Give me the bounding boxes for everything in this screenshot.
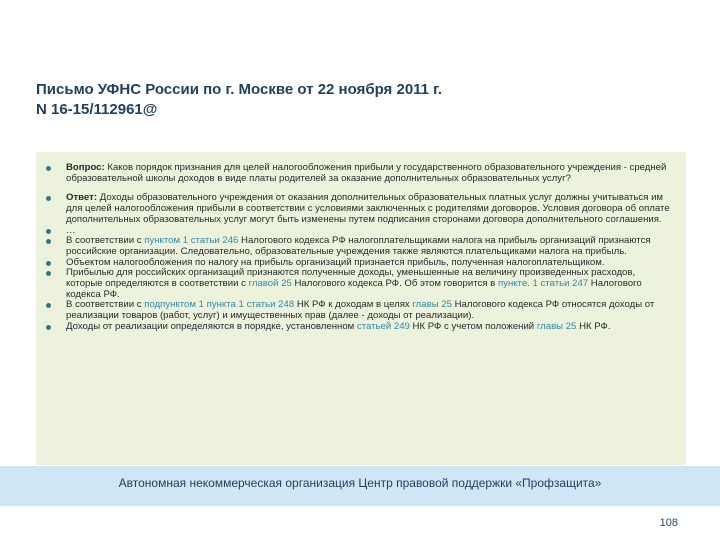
paragraph-text: НК РФ. bbox=[576, 320, 611, 332]
list-item-article-249 bbox=[44, 322, 672, 333]
paragraph-text: НК РФ с учетом положений bbox=[409, 320, 537, 332]
list-item-article-248 bbox=[44, 300, 672, 321]
link-chapter-25[interactable]: главой 25 bbox=[248, 278, 292, 290]
paragraph-text: НК РФ к доходам в целях bbox=[294, 299, 413, 311]
answer-label: Ответ: bbox=[66, 192, 98, 204]
bullet-icon bbox=[46, 303, 51, 308]
bullet-icon bbox=[46, 271, 51, 276]
slide-title-line1: Письмо УФНС России по г. Москве от 22 ноября 2011 г. bbox=[36, 81, 443, 98]
content-box bbox=[36, 152, 686, 465]
link-chapter-25[interactable]: главы 25 bbox=[536, 320, 577, 332]
bullet-icon bbox=[46, 196, 51, 201]
paragraph-text: Налогового кодекса РФ налогоплательщиками налога на прибыль организаций признаются российские организации. Следовательно, образовательные учреждения также являются плательщиками налога на прибыль. bbox=[66, 235, 651, 257]
paragraph-text: Доходы от реализации определяются в порядке, установленном bbox=[66, 320, 357, 332]
paragraph-text: Налогового кодекса РФ. bbox=[66, 278, 642, 300]
footer-bar bbox=[0, 466, 720, 506]
list-item-question bbox=[44, 163, 672, 184]
link-chapter-25[interactable]: главы 25 bbox=[412, 299, 452, 311]
paragraph-text: В соответствии с bbox=[66, 299, 145, 311]
list-item-profit-definition bbox=[44, 268, 672, 300]
paragraph-text: Налогового кодекса РФ относятся доходы от реализации товаров (работ, услуг) и имущественных прав (далее - доходы от реализации). bbox=[66, 299, 655, 322]
link-article-248[interactable]: подпунктом 1 пункта 1 статьи 248 bbox=[144, 299, 295, 311]
bullet-icon bbox=[46, 261, 51, 266]
answer-text: Доходы образовательного учреждения от оказания дополнительных образовательных платных услуг должны учитываться им для целей налогообложения прибыли в соответствии с условиями заключенных с родителями договоров. Условия договора об оплате дополнительных образовательных услуг могут быть изменены путем подписания сторонами договора дополнительного соглашения. bbox=[66, 192, 670, 225]
bullet-list bbox=[44, 163, 672, 333]
footer-organization: Автономная некоммерческая организация Центр правовой поддержки «Профзащита» bbox=[118, 476, 602, 490]
bullet-icon bbox=[46, 229, 51, 234]
bullet-icon bbox=[46, 325, 51, 330]
link-article-246[interactable]: пунктом 1 статьи 246 bbox=[144, 235, 239, 247]
paragraph-text: Налогового кодекса РФ. Об этом говорится в bbox=[291, 278, 498, 290]
slide-title-line2: N 16-15/112961@ bbox=[36, 101, 158, 118]
paragraph-text: Прибылью для российских организаций признаются полученные доходы, уменьшенные на величину произведенных расходов, которые определяются в соответствии с bbox=[66, 267, 636, 290]
slide-title bbox=[36, 80, 676, 120]
bullet-icon bbox=[46, 239, 51, 244]
list-item-article-246 bbox=[44, 236, 672, 257]
link-article-247[interactable]: пункте. 1 статьи 247 bbox=[497, 278, 589, 290]
link-article-249[interactable]: статьей 249 bbox=[356, 320, 410, 332]
page-number: 108 bbox=[659, 517, 678, 529]
bullet-icon bbox=[46, 166, 51, 171]
paragraph-text: Объектом налогообложения по налогу на прибыль организаций признается прибыль, полученная налогоплательщиком. bbox=[66, 256, 605, 268]
list-item-answer bbox=[44, 193, 672, 225]
question-text: Каков порядок признания для целей налогообложения прибыли у государственного образовательного учреждения - средней образовательной школы доходов в виде платы родителей за оказание дополнительных образовательных услуг? bbox=[66, 162, 667, 184]
ellipsis-text: … bbox=[66, 224, 76, 236]
question-label: Вопрос: bbox=[66, 162, 105, 173]
paragraph-text: В соответствии с bbox=[66, 235, 145, 247]
